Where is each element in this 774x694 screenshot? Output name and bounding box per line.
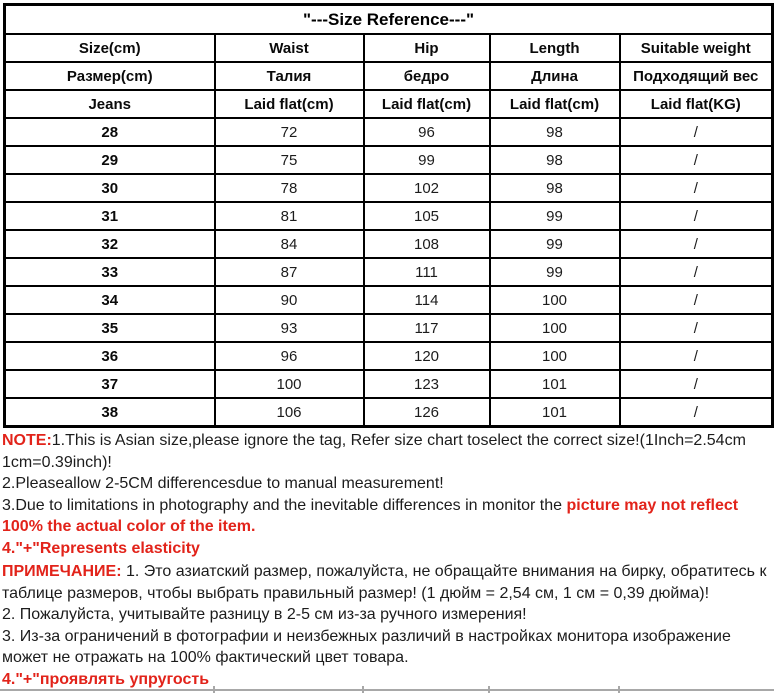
value-cell: 117 <box>364 314 490 342</box>
value-cell: / <box>620 314 773 342</box>
note-en-line3 <box>2 495 772 538</box>
size-cell: 32 <box>5 230 215 258</box>
value-cell: 75 <box>215 146 364 174</box>
value-cell: / <box>620 202 773 230</box>
header-size-ru: Размер(cm) <box>5 62 215 90</box>
value-cell: 106 <box>215 398 364 427</box>
value-cell: 93 <box>215 314 364 342</box>
table-title: "---Size Reference---" <box>5 5 773 35</box>
note-en-line4: 4."+"Represents elasticity <box>2 539 200 557</box>
value-cell: 72 <box>215 118 364 146</box>
size-cell: 33 <box>5 258 215 286</box>
value-cell: / <box>620 286 773 314</box>
header-waist: Waist <box>215 34 364 62</box>
column-divider-stub <box>362 686 364 693</box>
value-cell: / <box>620 230 773 258</box>
size-cell: 28 <box>5 118 215 146</box>
header-row-ru <box>5 62 773 90</box>
next-table-top-border <box>0 689 774 694</box>
measure-waist-label: Laid flat(cm) <box>215 90 364 118</box>
value-cell: 90 <box>215 286 364 314</box>
header-row-measure <box>5 90 773 118</box>
value-cell: 126 <box>364 398 490 427</box>
size-cell: 30 <box>5 174 215 202</box>
value-cell: 96 <box>364 118 490 146</box>
note-ru-line1 <box>2 561 772 604</box>
header-weight-ru: Подходящий вес <box>620 62 773 90</box>
value-cell: 105 <box>364 202 490 230</box>
value-cell: 99 <box>490 258 620 286</box>
note-en-line1-text: 1.This is Asian size,please ignore the tag, Refer size chart toselect the correct size!(1Inch=2.54cm 1cm=0.39inch)! <box>2 432 746 471</box>
value-cell: 111 <box>364 258 490 286</box>
measure-hip-label: Laid flat(cm) <box>364 90 490 118</box>
table-row <box>5 398 773 427</box>
value-cell: 123 <box>364 370 490 398</box>
note-ru-line2: 2. Пожалуйста, учитывайте разницу в 2-5 см из-за ручного измерения! <box>2 606 527 623</box>
value-cell: 98 <box>490 174 620 202</box>
value-cell: 84 <box>215 230 364 258</box>
table-row <box>5 174 773 202</box>
size-cell: 29 <box>5 146 215 174</box>
column-divider-stub <box>213 686 215 693</box>
note-ru-line4: 4."+"проявлять упругость <box>2 670 210 688</box>
value-cell: 81 <box>215 202 364 230</box>
column-divider-stub <box>488 686 490 693</box>
value-cell: / <box>620 342 773 370</box>
value-cell: 98 <box>490 118 620 146</box>
table-row <box>5 342 773 370</box>
value-cell: 101 <box>490 398 620 427</box>
value-cell: 99 <box>490 230 620 258</box>
note-en-line1 <box>2 430 772 473</box>
note-en-line2: 2.Pleaseallow 2-5CM differencesdue to manual measurement! <box>2 475 444 492</box>
table-row <box>5 146 773 174</box>
value-cell: 101 <box>490 370 620 398</box>
note-en-label: NOTE: <box>2 432 52 449</box>
measure-length-label: Laid flat(cm) <box>490 90 620 118</box>
notes-russian <box>0 559 774 690</box>
product-name-label: Jeans <box>5 90 215 118</box>
table-row <box>5 370 773 398</box>
value-cell: 100 <box>215 370 364 398</box>
size-cell: 34 <box>5 286 215 314</box>
value-cell: 100 <box>490 314 620 342</box>
column-divider-stub <box>618 686 620 693</box>
value-cell: 99 <box>490 202 620 230</box>
header-hip: Hip <box>364 34 490 62</box>
header-length-ru: Длина <box>490 62 620 90</box>
value-cell: 87 <box>215 258 364 286</box>
size-cell: 37 <box>5 370 215 398</box>
note-en-line3-red: picture may not reflect 100% the actual color of the item. <box>2 496 739 535</box>
table-row <box>5 314 773 342</box>
measure-weight-label: Laid flat(KG) <box>620 90 773 118</box>
value-cell: 120 <box>364 342 490 370</box>
value-cell: 114 <box>364 286 490 314</box>
title-row <box>5 5 773 35</box>
value-cell: / <box>620 118 773 146</box>
size-cell: 38 <box>5 398 215 427</box>
size-cell: 35 <box>5 314 215 342</box>
value-cell: 96 <box>215 342 364 370</box>
value-cell: / <box>620 370 773 398</box>
note-en-line3-black: 3.Due to limitations in photography and the inevitable differences in monitor the <box>2 496 567 514</box>
header-waist-ru: Талия <box>215 62 364 90</box>
table-row <box>5 286 773 314</box>
size-reference-table <box>3 3 774 428</box>
header-length: Length <box>490 34 620 62</box>
header-row-en <box>5 34 773 62</box>
header-weight: Suitable weight <box>620 34 773 62</box>
value-cell: 100 <box>490 286 620 314</box>
table-row <box>5 202 773 230</box>
value-cell: 100 <box>490 342 620 370</box>
note-ru-label: ПРИМЕЧАНИЕ: <box>2 563 122 580</box>
value-cell: 99 <box>364 146 490 174</box>
value-cell: / <box>620 174 773 202</box>
value-cell: 78 <box>215 174 364 202</box>
table-row <box>5 118 773 146</box>
value-cell: / <box>620 398 773 427</box>
value-cell: / <box>620 146 773 174</box>
size-cell: 36 <box>5 342 215 370</box>
value-cell: 102 <box>364 174 490 202</box>
notes-english <box>0 428 774 559</box>
header-size: Size(cm) <box>5 34 215 62</box>
header-hip-ru: бедро <box>364 62 490 90</box>
value-cell: 98 <box>490 146 620 174</box>
size-cell: 31 <box>5 202 215 230</box>
note-ru-line1-text: 1. Это азиатский размер, пожалуйста, не обращайте внимания на бирку, обратитесь к таблице размеров, чтобы выбрать правильный размер! (1 дюйм = 2,54 см, 1 см = 0,39 дюйма)! <box>2 563 767 602</box>
value-cell: / <box>620 258 773 286</box>
value-cell: 108 <box>364 230 490 258</box>
table-row <box>5 230 773 258</box>
note-ru-line3: 3. Из-за ограничений в фотографии и неизбежных различий в настройках монитора изображение может не отражать на 100% фактический цвет товара. <box>2 627 731 666</box>
table-row <box>5 258 773 286</box>
